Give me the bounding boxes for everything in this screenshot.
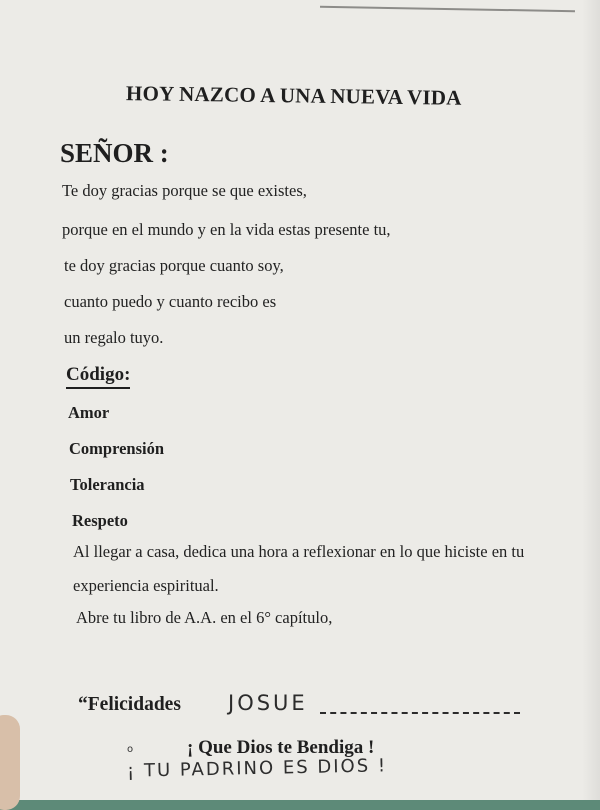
dashed-fill-line	[320, 702, 520, 714]
document-title: HOY NAZCO A UNA NUEVA VIDA	[125, 81, 462, 110]
thumb-holding-paper	[0, 715, 20, 810]
prayer-heading: SEÑOR :	[60, 138, 169, 168]
code-item-amor: Amor	[68, 403, 110, 422]
handwritten-name: JOSUE	[228, 691, 308, 715]
instruction-line: Abre tu libro de A.A. en el 6° capítulo,	[76, 608, 333, 627]
prayer-line: Te doy gracias porque se que existes,	[62, 181, 307, 200]
top-pen-line	[320, 6, 575, 12]
prayer-line: cuanto puedo y cuanto recibo es	[64, 292, 277, 311]
instruction-line: experiencia espiritual.	[73, 576, 219, 595]
prayer-line: te doy gracias porque cuanto soy,	[64, 256, 284, 275]
code-item-comprension: Comprensión	[69, 439, 165, 458]
code-item-respeto: Respeto	[72, 511, 128, 530]
instruction-line: Al llegar a casa, dedica una hora a reflexionar en lo que hiciste en tu	[73, 542, 525, 561]
closing-label: “Felicidades	[78, 694, 181, 715]
code-label: Código:	[66, 364, 130, 389]
blessing-text: ¡ Que Dios te Bendiga !	[187, 737, 375, 758]
code-item-tolerancia: Tolerancia	[70, 475, 145, 494]
handwritten-note: ¡ TU PADRINO ES DIOS !	[126, 755, 388, 782]
small-circle-mark: o	[127, 744, 134, 755]
prayer-line: porque en el mundo y en la vida estas presente tu,	[62, 220, 391, 239]
paper-edge-shadow	[582, 0, 600, 800]
prayer-line: un regalo tuyo.	[64, 328, 164, 347]
